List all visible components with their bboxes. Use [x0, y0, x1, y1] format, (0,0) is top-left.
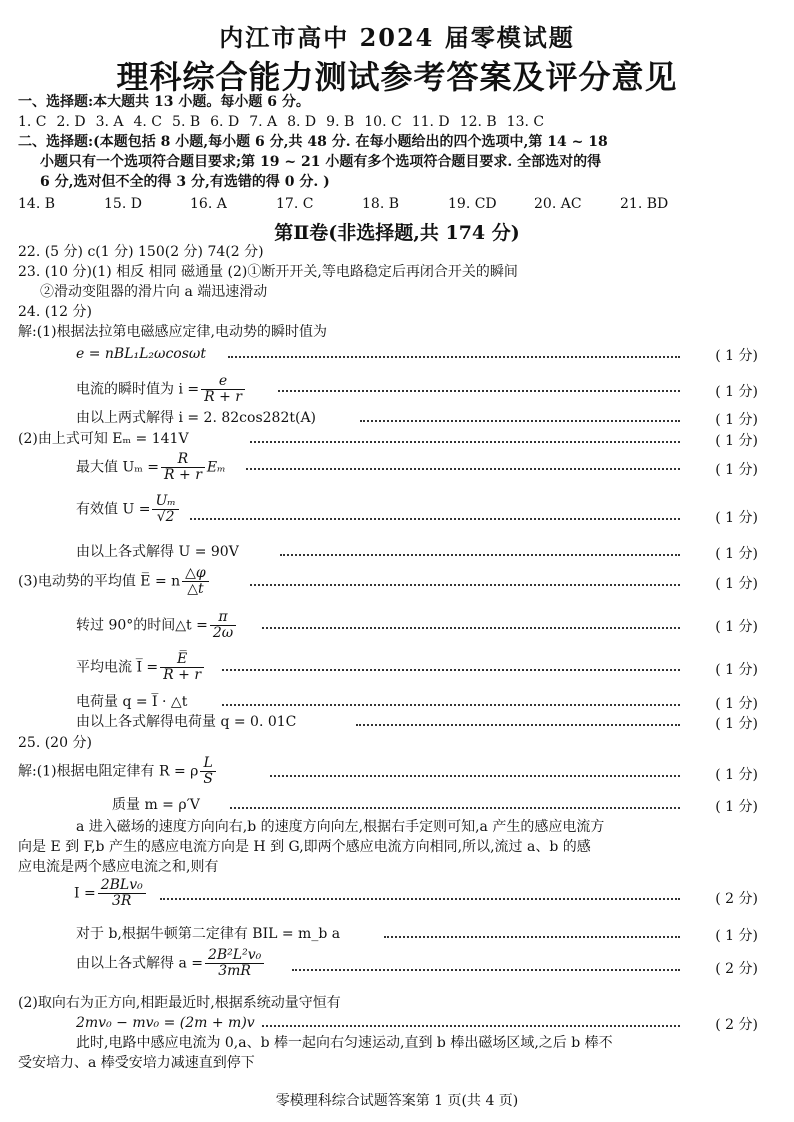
q25-para-2: 向是 E 到 F,b 产生的感应电流方向是 H 到 G,即两个感应电流方向相同,所以,流过 a、b 的感 — [18, 839, 591, 855]
q25-newton: 对于 b,根据牛顿第二定律有 BIL = m_b a — [76, 926, 341, 942]
answer-item: 20. AC — [534, 196, 582, 212]
q24-u — [76, 494, 794, 525]
leader-dots — [280, 554, 680, 556]
label: 最大值 Uₘ = — [76, 459, 160, 476]
exam-title: 内江市高中 2024 届零模试题 — [219, 23, 575, 52]
score: ( 1 分) — [715, 462, 758, 478]
emf-formula: e = nBL₁L₂ωcosωt — [76, 346, 206, 362]
section-2-heading: 第Ⅱ卷(非选择题,共 174 分) — [274, 222, 520, 244]
q24-emf — [76, 345, 794, 363]
q24-charge-result: 由以上各式解得电荷量 q = 0. 01C — [76, 714, 297, 730]
fraction — [160, 652, 204, 683]
answer-item: 17. C — [276, 196, 314, 212]
score: ( 1 分) — [715, 510, 758, 526]
numerator: △φ — [182, 566, 209, 582]
label: 由以上各式解得 a = — [76, 955, 203, 972]
numerator: 2B²L²v₀ — [205, 948, 264, 964]
score: ( 1 分) — [715, 384, 758, 400]
part1-answers — [18, 113, 794, 131]
q25-current — [74, 878, 794, 909]
score: ( 1 分) — [715, 576, 758, 592]
leader-dots — [222, 669, 680, 671]
score: ( 1 分) — [715, 696, 758, 712]
q24-current-result: 由以上两式解得 i = 2. 82cos282t(A) — [76, 410, 317, 426]
fraction — [152, 494, 178, 525]
leader-dots — [230, 807, 680, 809]
answer-item: 16. A — [190, 196, 227, 212]
q25-resistance — [18, 756, 794, 787]
fraction — [200, 756, 216, 787]
score: ( 1 分) — [715, 433, 758, 449]
q24-intro: 解:(1)根据法拉第电磁感应定律,电动势的瞬时值为 — [18, 324, 327, 340]
answer-item: 6. D — [210, 114, 240, 130]
leader-dots — [250, 441, 680, 443]
answer-item: 11. D — [411, 114, 450, 130]
page-footer: 零模理科综合试题答案第 1 页(共 4 页) — [275, 1093, 519, 1109]
leader-dots — [384, 936, 680, 938]
leader-dots — [246, 468, 680, 470]
denominator: √2 — [156, 509, 175, 525]
q25-heading: 25. (20 分) — [18, 735, 92, 751]
numerator: R — [161, 452, 205, 468]
answer-item: 9. B — [326, 114, 355, 130]
q24-charge: 电荷量 q = I̅ · △t — [76, 694, 188, 710]
leader-dots — [278, 390, 680, 392]
score: ( 2 分) — [715, 1017, 758, 1033]
q23-answer-2: ②滑动变阻器的滑片向 a 端迅速滑动 — [40, 284, 268, 300]
answer-item: 3. A — [95, 114, 124, 130]
leader-dots — [262, 1025, 680, 1027]
denominator: △t — [187, 581, 204, 597]
answer-item: 7. A — [249, 114, 278, 130]
q22-answer: 22. (5 分) c(1 分) 150(2 分) 74(2 分) — [18, 244, 264, 260]
numerator: E̅ — [160, 652, 204, 668]
denominator: S — [203, 771, 213, 787]
denominator: 3mR — [218, 963, 251, 979]
fraction — [98, 878, 146, 909]
part2-heading-3: 6 分,选对但不全的得 3 分,有选错的得 0 分. ) — [40, 174, 330, 190]
score: ( 1 分) — [715, 767, 758, 783]
numerator: 2BLv₀ — [98, 878, 146, 894]
leader-dots — [360, 420, 680, 422]
answer-item: 4. C — [133, 114, 163, 130]
fraction — [205, 948, 264, 979]
score: ( 2 分) — [715, 891, 758, 907]
answer-item: 21. BD — [620, 196, 669, 212]
label: 平均电流 I̅ = — [76, 659, 159, 676]
answer-item: 12. B — [459, 114, 497, 130]
q24-time — [76, 610, 794, 641]
leader-dots — [228, 356, 680, 358]
leader-dots — [262, 627, 680, 629]
score: ( 1 分) — [715, 716, 758, 732]
answer-item: 19. CD — [448, 196, 497, 212]
label: 有效值 U = — [76, 501, 151, 518]
answer-item: 18. B — [362, 196, 400, 212]
momentum-formula: 2mv₀ − mv₀ = (2m + m)v — [76, 1015, 255, 1031]
q25-part2: (2)取向右为正方向,相距最近时,根据系统动量守恒有 — [18, 995, 341, 1011]
denominator: R + r — [163, 667, 202, 683]
q25-momentum — [76, 1014, 794, 1032]
label: 转过 90°的时间△t = — [76, 617, 208, 634]
denominator: 2ω — [212, 625, 234, 641]
answer-item: 14. B — [18, 196, 56, 212]
answer-title: 理科综合能力测试参考答案及评分意见 — [116, 58, 678, 96]
q25-mass: 质量 m = ρ′V — [112, 797, 200, 813]
label: 电流的瞬时值为 i = — [76, 381, 200, 398]
leader-dots — [270, 775, 680, 777]
q24-avg-current — [76, 652, 794, 683]
leader-dots — [292, 969, 680, 971]
em-symbol: Eₘ — [206, 459, 226, 476]
q24-part3 — [18, 566, 794, 597]
fraction — [201, 374, 245, 405]
numerator: π — [210, 610, 236, 626]
part2-heading-1 — [18, 133, 794, 151]
part1-heading: 一、选择题:本大题共 13 小题。每小题 6 分。 — [18, 94, 310, 110]
numerator: e — [201, 374, 245, 390]
score: ( 1 分) — [715, 619, 758, 635]
part2-answers — [18, 195, 794, 213]
part2-heading-2: 小题只有一个选项符合题目要求;第 19 ~ 21 小题有多个选项符合题目要求. 全部选对的得 — [40, 154, 602, 170]
denominator: R + r — [204, 389, 242, 405]
q25-para-3: 应电流是两个感应电流之和,则有 — [18, 859, 219, 875]
answer-item: 10. C — [364, 114, 402, 130]
denominator: R + r — [164, 467, 202, 483]
label: I = — [74, 885, 96, 902]
q24-u-result: 由以上各式解得 U = 90V — [76, 544, 239, 560]
answer-item: 13. C — [506, 114, 545, 130]
q25-para-1: a 进入磁场的速度方向向右,b 的速度方向向左,根据右手定则可知,a 产生的感应电流方 — [76, 819, 605, 835]
answer-item: 5. B — [172, 114, 201, 130]
q23-answer-1: 23. (10 分)(1) 相反 相同 磁通量 (2)①断开开关,等电路稳定后再闭合开关的瞬间 — [18, 264, 518, 280]
leader-dots — [356, 724, 680, 726]
answer-item: 8. D — [287, 114, 317, 130]
leader-dots — [222, 704, 680, 706]
numerator: L — [200, 756, 216, 772]
score: ( 1 分) — [715, 348, 758, 364]
answer-item: 2. D — [56, 114, 86, 130]
score: ( 1 分) — [715, 928, 758, 944]
score: ( 1 分) — [715, 662, 758, 678]
q24-part2: (2)由上式可知 Eₘ = 141V — [18, 431, 189, 447]
q24-heading: 24. (12 分) — [18, 304, 92, 320]
score: ( 1 分) — [715, 799, 758, 815]
q25-para-4: 此时,电路中感应电流为 0,a、b 棒一起向右匀速运动,直到 b 棒出磁场区域,之后 b 棒不 — [76, 1035, 613, 1051]
leader-dots — [160, 898, 680, 900]
leader-dots — [250, 584, 680, 586]
fraction — [182, 566, 209, 597]
numerator: Uₘ — [152, 494, 178, 510]
score: ( 1 分) — [715, 546, 758, 562]
answer-item: 1. C — [18, 114, 47, 130]
score: ( 1 分) — [715, 412, 758, 428]
leader-dots — [190, 518, 680, 520]
label: 解:(1)根据电阻定律有 R = ρ — [18, 763, 199, 780]
answer-item: 15. D — [104, 196, 142, 212]
score: ( 2 分) — [715, 961, 758, 977]
fraction — [210, 610, 236, 641]
fraction — [161, 452, 205, 483]
part2-heading-text-1: 二、选择题:(本题包括 8 小题,每小题 6 分,共 48 分. 在每小题给出的四个选项中,第 14 ~ 18 — [18, 134, 608, 150]
q25-accel — [76, 948, 794, 979]
denominator: 3R — [112, 893, 132, 909]
q25-para-5: 受安培力、a 棒受安培力减速直到停下 — [18, 1055, 255, 1071]
label: (3)电动势的平均值 E̅ = n — [18, 573, 181, 590]
